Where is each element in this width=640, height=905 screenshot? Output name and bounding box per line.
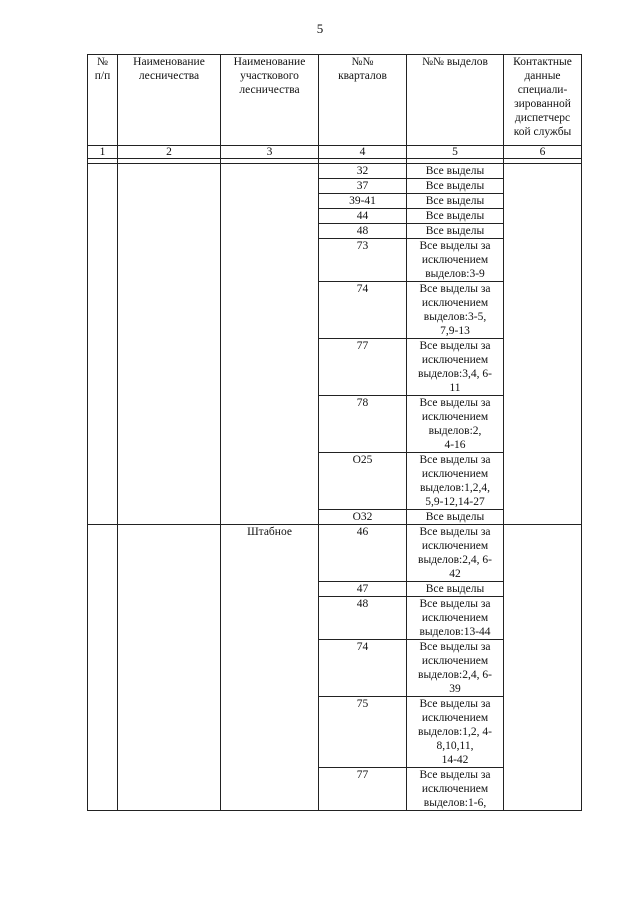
- quarter-cell: О25: [319, 453, 407, 510]
- forestry-table: [87, 54, 582, 811]
- quarter-cell: 77: [319, 339, 407, 396]
- quarter-cell: 77: [319, 768, 407, 811]
- allotments-cell: Все выделы за исключением выделов:3-9: [407, 239, 504, 282]
- quarter-cell: 48: [319, 224, 407, 239]
- allotments-cell: Все выделы: [407, 164, 504, 179]
- table-row: [88, 164, 582, 179]
- table-row: [88, 525, 582, 582]
- allotments-cell: Все выделы: [407, 209, 504, 224]
- allotments-cell: Все выделы за исключением выделов:1,2, 4- 8,10,11, 14-42: [407, 697, 504, 768]
- row-number-cell: [88, 164, 118, 525]
- allotments-cell: Все выделы за исключением выделов:2,4, 6- 42: [407, 525, 504, 582]
- column-number: 4: [319, 146, 407, 159]
- col-number-header: № п/п: [88, 55, 118, 146]
- district-cell: [221, 164, 319, 525]
- district-cell: Штабное: [221, 525, 319, 811]
- col-district-header: Наименование участкового лесничества: [221, 55, 319, 146]
- allotments-cell: Все выделы за исключением выделов:13-44: [407, 597, 504, 640]
- row-number-cell: [88, 525, 118, 811]
- quarter-cell: 39-41: [319, 194, 407, 209]
- quarter-cell: 48: [319, 597, 407, 640]
- quarter-cell: 37: [319, 179, 407, 194]
- table-header-row: [88, 55, 582, 146]
- quarter-cell: 74: [319, 640, 407, 697]
- allotments-cell: Все выделы за исключением выделов:1,2,4, 5,9-12,14-27: [407, 453, 504, 510]
- col-quarters-header: №№ кварталов: [319, 55, 407, 146]
- col-contacts-header: Контактные данные специали- зированной диспетчерс кой службы: [504, 55, 582, 146]
- quarter-cell: 78: [319, 396, 407, 453]
- contacts-cell: [504, 164, 582, 525]
- quarter-cell: 44: [319, 209, 407, 224]
- col-forestry-header: Наименование лесничества: [118, 55, 221, 146]
- column-number: 3: [221, 146, 319, 159]
- column-number-row: [88, 146, 582, 159]
- column-number: 5: [407, 146, 504, 159]
- allotments-cell: Все выделы за исключением выделов:2,4, 6- 39: [407, 640, 504, 697]
- column-number: 1: [88, 146, 118, 159]
- forestry-cell: [118, 164, 221, 525]
- allotments-cell: Все выделы за исключением выделов:3,4, 6- 11: [407, 339, 504, 396]
- allotments-cell: Все выделы: [407, 179, 504, 194]
- allotments-cell: Все выделы: [407, 582, 504, 597]
- quarter-cell: 47: [319, 582, 407, 597]
- allotments-cell: Все выделы: [407, 194, 504, 209]
- column-number: 2: [118, 146, 221, 159]
- allotments-cell: Все выделы: [407, 224, 504, 239]
- allotments-cell: Все выделы за исключением выделов:3-5, 7,9-13: [407, 282, 504, 339]
- column-number: 6: [504, 146, 582, 159]
- page-number: 5: [316, 21, 324, 36]
- quarter-cell: 73: [319, 239, 407, 282]
- forestry-cell: [118, 525, 221, 811]
- quarter-cell: 74: [319, 282, 407, 339]
- allotments-cell: Все выделы за исключением выделов:2, 4-16: [407, 396, 504, 453]
- quarter-cell: 46: [319, 525, 407, 582]
- quarter-cell: 75: [319, 697, 407, 768]
- contacts-cell: [504, 525, 582, 811]
- quarter-cell: О32: [319, 510, 407, 525]
- quarter-cell: 32: [319, 164, 407, 179]
- col-allotments-header: №№ выделов: [407, 55, 504, 146]
- allotments-cell: Все выделы: [407, 510, 504, 525]
- allotments-cell: Все выделы за исключением выделов:1-6,: [407, 768, 504, 811]
